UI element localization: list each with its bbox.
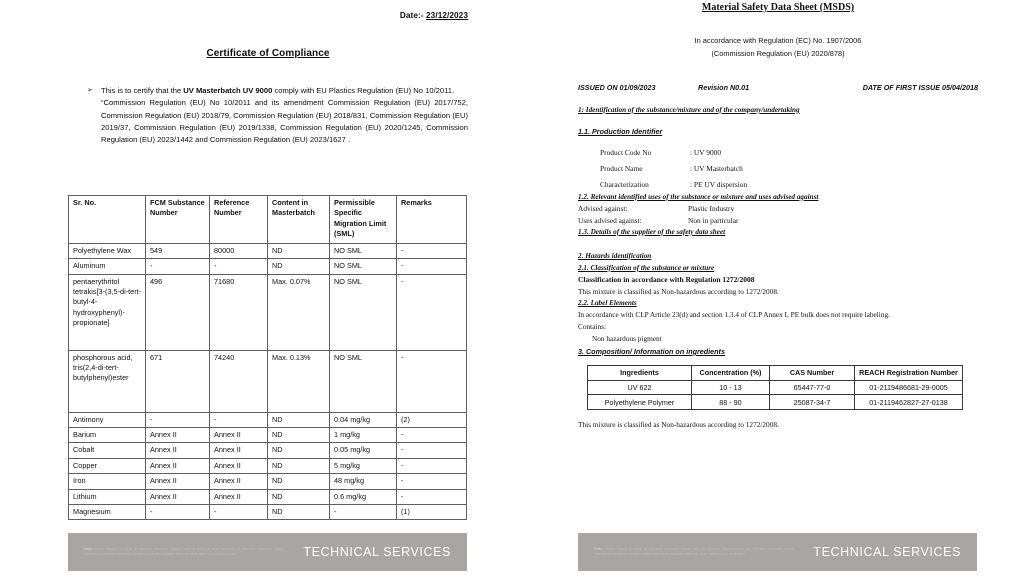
technical-services-label-right: TECHNICAL SERVICES <box>813 545 961 559</box>
cell-fcm-number: Annex II <box>146 443 210 458</box>
paragraph-1-pre: This is to certify that the <box>101 86 184 95</box>
th-sr-no: Sr. No. <box>69 196 146 244</box>
product-code-label: Product Code No <box>600 147 652 157</box>
table-header-row <box>69 196 467 244</box>
th-fcm: FCM Substance Number <box>146 196 210 244</box>
table-row <box>69 259 467 274</box>
th-cas-number: CAS Number <box>770 365 855 380</box>
th-sml: Permissible Specific Migration Limit (SML) <box>330 196 397 244</box>
cell-content-masterbatch: ND <box>268 244 330 259</box>
cell-cas-number: 25087-34-7 <box>770 395 855 410</box>
certificate-paragraph-2: “Commission Regulation (EU) No 10/2011 and its amendment Commission Regulation (EU) 2017/752, Commission Regulation (EU) 2018/79, Commission Regulation (EU) 2018/831, Commission Regulation (EU) 2019/37, Commission Regulation (EU) 2019/1338, Commission Regulation (EU) 2020/1245, Commission Regulation (EU) 2023/1442 and Commission Regulation (EU) 2023/1627 . <box>101 98 468 145</box>
cell-reach-number: 01-2119462827-27-0138 <box>855 395 963 410</box>
cell-reference-number: Annex II <box>210 474 268 489</box>
technical-services-label-left: TECHNICAL SERVICES <box>303 545 451 559</box>
cell-substance-name: Antimony <box>69 412 146 427</box>
issued-on: ISSUED ON 01/09/2023 <box>578 82 656 92</box>
footer-note-text-left: Above Report is made at identical condition. Values may be different when process on different machines and/or different processing condition, hence cannot be compare with any other same colour or product. <box>84 546 284 556</box>
cell-sml: 48 mg/kg <box>330 474 397 489</box>
compliance-table-wrapper <box>68 195 466 520</box>
product-code-row <box>578 148 978 157</box>
certificate-title: Certificate of Compliance <box>206 48 330 59</box>
cell-substance-name: Cobalt <box>69 443 146 458</box>
cell-fcm-number: Annex II <box>146 474 210 489</box>
cell-cas-number: 65447-77-0 <box>770 380 855 395</box>
cell-sml: NO SML <box>330 259 397 274</box>
cell-content-masterbatch: ND <box>268 443 330 458</box>
table-row <box>69 244 467 259</box>
table-row <box>69 428 467 443</box>
cell-sml: 1 mg/kg <box>330 428 397 443</box>
cell-substance-name: Lithium <box>69 489 146 504</box>
compliance-table-body <box>69 244 467 520</box>
cell-remarks: - <box>397 489 467 504</box>
footer-banner-left <box>68 533 467 571</box>
footer-note-text-right: Above Report is made at identical condition. Values may be different when process on different machines and/or different processing condition, hence cannot be compare with any other same colour or product. <box>594 546 794 556</box>
uses-advised-against-row <box>578 216 978 225</box>
cell-fcm-number: - <box>146 504 210 519</box>
cell-content-masterbatch: ND <box>268 412 330 427</box>
cell-fcm-number: 496 <box>146 274 210 350</box>
bullet-arrow-icon: ➢ <box>87 87 93 94</box>
footer-note-left <box>84 547 284 557</box>
th-concentration: Concentration (%) <box>692 365 770 380</box>
compliance-table <box>68 195 467 520</box>
cell-sml: NO SML <box>330 274 397 350</box>
date-line <box>68 11 468 20</box>
uses-advised-against-value: Non in particular <box>688 215 739 225</box>
table-row <box>69 458 467 473</box>
ingredients-table <box>587 365 963 410</box>
certificate-body <box>68 85 468 146</box>
cell-substance-name: Barium <box>69 428 146 443</box>
cell-reference-number: - <box>210 504 268 519</box>
classification-regulation-text: Classification in accordance with Regulation 1272/2008 <box>578 274 755 284</box>
cell-sml: NO SML <box>330 350 397 412</box>
cell-remarks: - <box>397 350 467 412</box>
cell-fcm-number: Annex II <box>146 489 210 504</box>
msds-subtitle-line-1: In accordance with Regulation (EC) No. 1907/2006 <box>694 36 862 45</box>
cell-content-masterbatch: ND <box>268 489 330 504</box>
revision-number: Revision N0.01 <box>698 82 750 92</box>
cell-reference-number: - <box>210 259 268 274</box>
closing-statement: This mixture is classified as Non-hazardous according to 1272/2008. <box>578 420 779 430</box>
cell-reference-number: 74240 <box>210 350 268 412</box>
section-1-2-heading: 1.2. Relevant identified uses of the substance or mixture and uses advised against <box>578 192 819 201</box>
msds-subtitle <box>578 35 978 61</box>
table-row <box>69 412 467 427</box>
cell-content-masterbatch: Max. 0.07% <box>268 274 330 350</box>
cell-content-masterbatch: ND <box>268 458 330 473</box>
cell-remarks: - <box>397 259 467 274</box>
cell-concentration: 10 - 13 <box>692 380 770 395</box>
footer-note-label-left: Note: <box>84 546 94 551</box>
cell-remarks: (1) <box>397 504 467 519</box>
section-1-1-heading: 1.1. Production Identifier <box>578 126 663 136</box>
uses-advised-against-label: Uses advised against: <box>578 215 642 225</box>
product-name-label: Product Name <box>600 163 643 173</box>
cell-content-masterbatch: ND <box>268 259 330 274</box>
cell-sml: - <box>330 504 397 519</box>
cell-remarks: - <box>397 474 467 489</box>
th-content: Content in Masterbatch <box>268 196 330 244</box>
product-name-value: : UV Masterbatch <box>690 163 743 173</box>
cell-content-masterbatch: ND <box>268 504 330 519</box>
cell-ingredient: Polyethylene Polymer <box>588 395 692 410</box>
cell-content-masterbatch: ND <box>268 428 330 443</box>
cell-content-masterbatch: Max. 0.13% <box>268 350 330 412</box>
cell-fcm-number: Annex II <box>146 428 210 443</box>
cell-sml: 0.05 mg/kg <box>330 443 397 458</box>
date-value: 23/12/2023 <box>426 11 468 20</box>
table-row <box>69 474 467 489</box>
clp-labeling-statement: In accordance with CLP Article 23(d) and section 1.3.4 of CLP Annex I, PE bulk does not require labeling. <box>578 309 890 319</box>
section-2-2-heading: 2.2. Label Elements <box>578 298 637 307</box>
msds-meta-row <box>578 83 978 92</box>
cell-reference-number: 71680 <box>210 274 268 350</box>
contains-label: Contains: <box>578 321 606 331</box>
cell-substance-name: Aluminum <box>69 259 146 274</box>
certificate-content <box>68 0 468 146</box>
certificate-paragraph-1 <box>101 85 468 97</box>
cell-reference-number: Annex II <box>210 489 268 504</box>
cell-fcm-number: - <box>146 412 210 427</box>
msds-subtitle-line-2: (Commission Regulation (EU) 2020/878) <box>711 48 845 58</box>
cell-remarks: - <box>397 428 467 443</box>
cell-substance-name: Copper <box>69 458 146 473</box>
ingredients-row <box>588 395 963 410</box>
cell-fcm-number: Annex II <box>146 458 210 473</box>
table-row <box>69 274 467 350</box>
cell-content-masterbatch: ND <box>268 474 330 489</box>
contains-value: Non hazardous pigment <box>592 333 662 343</box>
cell-substance-name: Magnesium <box>69 504 146 519</box>
cell-sml: NO SML <box>330 244 397 259</box>
section-1-heading: 1: Identification of the substance/mixture and of the company/undertaking <box>578 105 800 114</box>
table-row <box>69 350 467 412</box>
cell-remarks: - <box>397 274 467 350</box>
cell-reference-number: Annex II <box>210 428 268 443</box>
cell-ingredient: UV 622 <box>588 380 692 395</box>
cell-remarks: (2) <box>397 412 467 427</box>
ingredients-row <box>588 380 963 395</box>
footer-note-right <box>594 547 794 557</box>
cell-fcm-number: - <box>146 259 210 274</box>
characterization-label: Characterization <box>600 179 649 189</box>
cell-substance-name: Iron <box>69 474 146 489</box>
table-row <box>69 504 467 519</box>
ingredients-table-head <box>588 365 963 380</box>
compliance-table-head <box>69 196 467 244</box>
characterization-row <box>578 180 978 189</box>
th-reach-number: REACH Registration Number <box>855 365 963 380</box>
section-2-1-heading: 2.1. Classification of the substance or mixture <box>578 263 715 272</box>
classification-statement: This mixture is classified as Non-hazardous according to 1272/2008. <box>578 286 779 296</box>
section-2-heading: 2. Hazards identification <box>578 251 652 260</box>
cell-fcm-number: 671 <box>146 350 210 412</box>
cell-sml: 0.6 mg/kg <box>330 489 397 504</box>
footer-banner-right <box>578 533 977 571</box>
advised-against-row <box>578 204 978 213</box>
date-of-first-issue: DATE OF FIRST ISSUE 05/04/2018 <box>862 82 978 92</box>
advised-against-label: Advised against: <box>578 203 628 213</box>
section-1-3-heading: 1.3. Details of the supplier of the safety data sheet <box>578 227 726 236</box>
ingredients-header-row <box>588 365 963 380</box>
cell-reference-number: - <box>210 412 268 427</box>
cell-fcm-number: 549 <box>146 244 210 259</box>
cell-reference-number: Annex II <box>210 443 268 458</box>
cell-remarks: - <box>397 458 467 473</box>
cell-reach-number: 01-2119486681-29-0005 <box>855 380 963 395</box>
product-name-emphasis: UV Masterbatch UV 9000 <box>183 86 273 95</box>
th-reference: Reference Number <box>210 196 268 244</box>
th-remarks: Remarks <box>397 196 467 244</box>
ingredients-table-body <box>588 380 963 410</box>
cell-sml: 0.04 mg/kg <box>330 412 397 427</box>
cell-substance-name: phosphorous acid, tris(2,4-di-tert-butylphenyl)ester <box>69 350 146 412</box>
msds-content <box>578 0 978 429</box>
cell-concentration: 88 - 90 <box>692 395 770 410</box>
cell-reference-number: Annex II <box>210 458 268 473</box>
section-3-heading: 3. Composition/ Information on ingredients <box>578 346 725 356</box>
cell-remarks: - <box>397 443 467 458</box>
table-row <box>69 443 467 458</box>
msds-title: Material Safety Data Sheet (MSDS) <box>701 2 855 13</box>
characterization-value: : PE UV dispersion <box>690 179 748 189</box>
cell-remarks: - <box>397 244 467 259</box>
product-name-row <box>578 164 978 173</box>
table-row <box>69 489 467 504</box>
advised-against-value: Plastic Industry <box>688 203 735 213</box>
th-ingredients: Ingredients <box>588 365 692 380</box>
date-label: Date:- <box>399 11 424 20</box>
cell-substance-name: pentaerythritol tetrakis[3-(3,5-di-tert-butyl-4-hydroxyphenyl)-propionate] <box>69 274 146 350</box>
footer-note-label-right: Note: <box>594 546 604 551</box>
cell-reference-number: 80000 <box>210 244 268 259</box>
paragraph-1-post: comply with EU Plastics Regulation (EU) No 10/2011. <box>272 86 455 95</box>
cell-substance-name: Polyethylene Wax <box>69 244 146 259</box>
product-code-value: : UV 9000 <box>690 147 722 157</box>
cell-sml: 5 mg/kg <box>330 458 397 473</box>
